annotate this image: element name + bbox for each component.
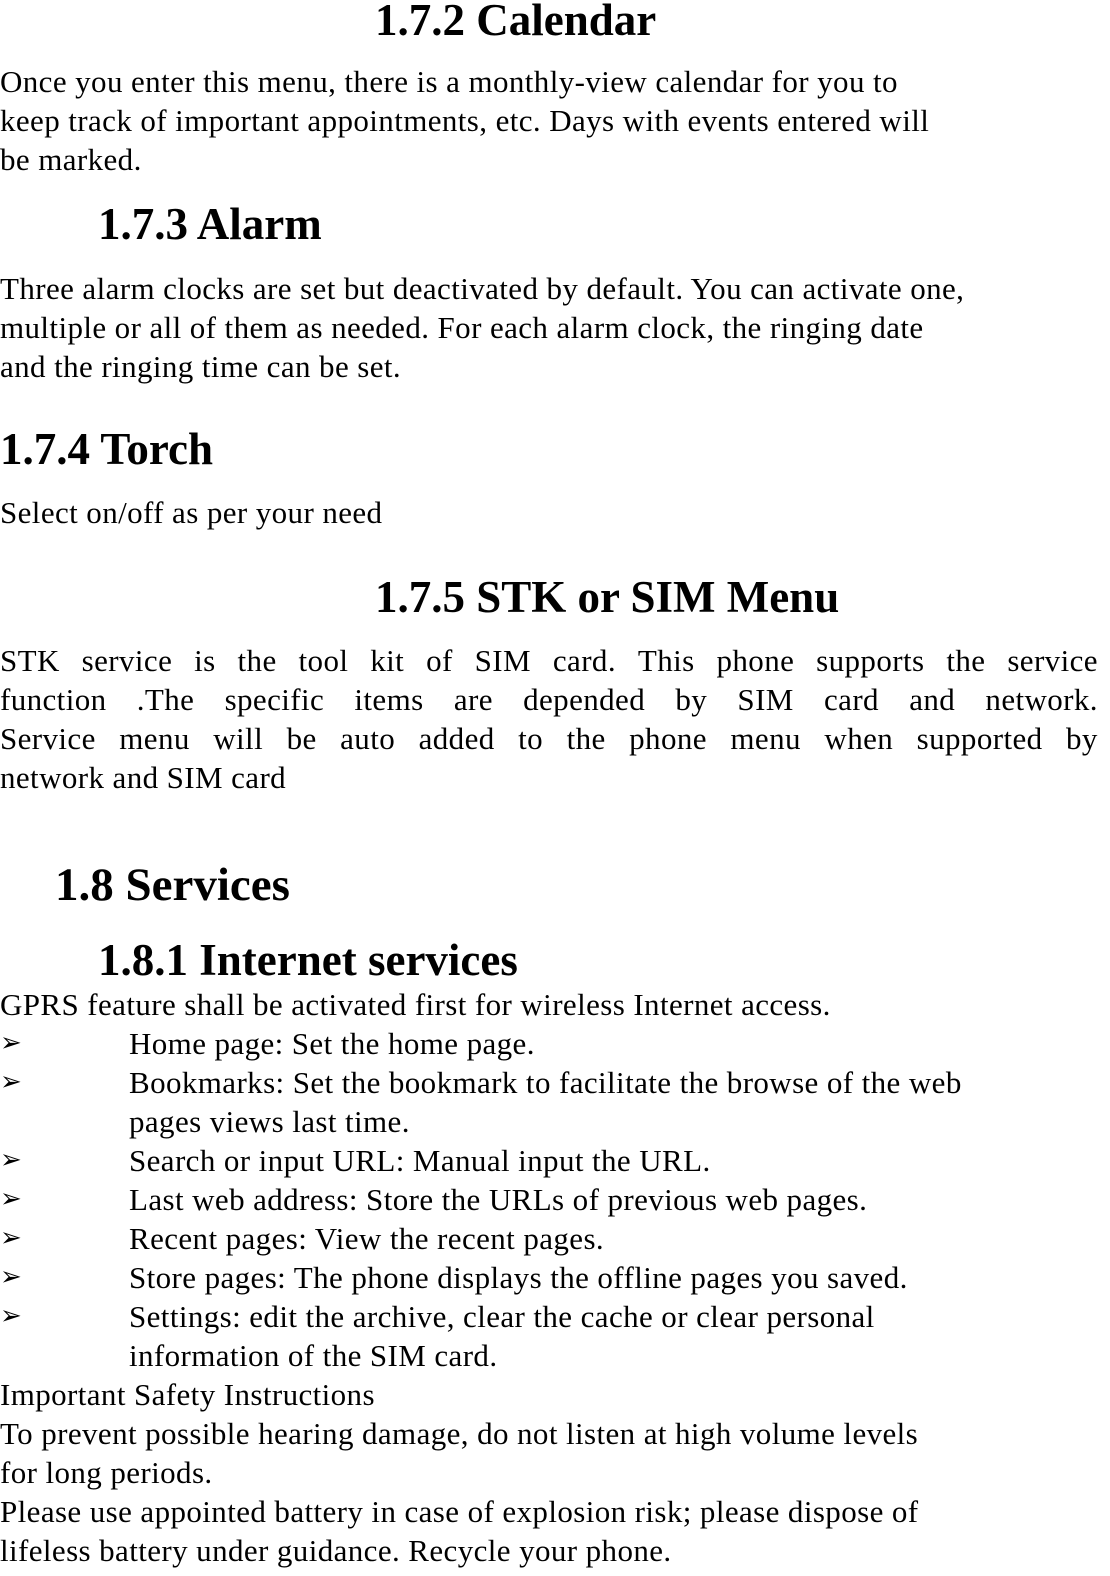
word: phone [716, 643, 795, 678]
text-line: lifeless battery under guidance. Recycle your phone. [0, 1533, 672, 1568]
list-item [0, 1141, 1100, 1180]
word: phone [629, 721, 707, 756]
text-line: Three alarm clocks are set but deactivated by default. You can activate one, [0, 271, 965, 306]
word: SIM [474, 643, 531, 678]
word: Service [0, 721, 96, 756]
word: by [675, 682, 708, 717]
word: added [418, 721, 495, 756]
list-item-text: Home page: Set the home page. [129, 1026, 535, 1061]
internet-intro [0, 985, 831, 1024]
text-line: be marked. [0, 142, 142, 177]
arrowhead-bullet-icon: ➢ [0, 1262, 23, 1292]
calendar-paragraph [0, 62, 929, 179]
torch-heading: 1.7.4 Torch [0, 424, 213, 474]
word: SIM [737, 682, 794, 717]
word: menu [119, 721, 190, 756]
word: supported [916, 721, 1043, 756]
list-item-text: Last web address: Store the URLs of previous web pages. [129, 1182, 868, 1217]
word: menu [730, 721, 801, 756]
text-line: for long periods. [0, 1455, 213, 1490]
internet-services-heading: 1.8.1 Internet services [98, 935, 518, 985]
list-item [0, 1180, 1100, 1219]
list-item [0, 1063, 1100, 1141]
text-line: Select on/off as per your need [0, 495, 383, 530]
justified-line [0, 641, 1098, 680]
word: auto [340, 721, 396, 756]
list-item [0, 1258, 1100, 1297]
justified-line [0, 680, 1098, 719]
word: card [824, 682, 879, 717]
word: items [354, 682, 424, 717]
list-item-text: pages views last time. [129, 1104, 410, 1139]
list-item [0, 1024, 1100, 1063]
torch-paragraph [0, 493, 382, 532]
text-line: GPRS feature shall be activated first for wireless Internet access. [0, 987, 831, 1022]
word: is [194, 643, 216, 678]
safety-paragraph [0, 1375, 919, 1570]
arrowhead-bullet-icon: ➢ [0, 1223, 23, 1253]
word: will [213, 721, 264, 756]
text-line: multiple or all of them as needed. For each alarm clock, the ringing date [0, 310, 924, 345]
word: service [1007, 643, 1098, 678]
arrowhead-bullet-icon: ➢ [0, 1145, 23, 1175]
word: by [1066, 721, 1098, 756]
word: This [637, 643, 695, 678]
list-item-text: Bookmarks: Set the bookmark to facilitate the browse of the web [129, 1065, 962, 1100]
word: specific [224, 682, 325, 717]
text-line: network and SIM card [0, 760, 287, 795]
word: of [426, 643, 453, 678]
word: STK [0, 643, 60, 678]
justified-line [0, 719, 1098, 758]
word: function [0, 682, 107, 717]
text-line: Once you enter this menu, there is a monthly-view calendar for you to [0, 64, 898, 99]
list-item-text: Settings: edit the archive, clear the cache or clear personal [129, 1299, 875, 1334]
safety-title: Important Safety Instructions [0, 1377, 375, 1412]
text-line: and the ringing time can be set. [0, 349, 402, 384]
list-item-text: information of the SIM card. [129, 1338, 498, 1373]
word: and [909, 682, 956, 717]
list-item-text: Store pages: The phone displays the offline pages you saved. [129, 1260, 908, 1295]
services-heading: 1.8 Services [55, 859, 290, 911]
internet-services-list [0, 1024, 1100, 1375]
list-item [0, 1297, 1100, 1375]
word: when [824, 721, 894, 756]
list-item-text: Recent pages: View the recent pages. [129, 1221, 605, 1256]
alarm-paragraph [0, 269, 964, 386]
word: tool [298, 643, 349, 678]
arrowhead-bullet-icon: ➢ [0, 1067, 23, 1097]
word: card. [552, 643, 616, 678]
arrowhead-bullet-icon: ➢ [0, 1184, 23, 1214]
word: supports [816, 643, 925, 678]
word: be [286, 721, 317, 756]
text-line: keep track of important appointments, etc. Days with events entered will [0, 103, 930, 138]
word: network. [985, 682, 1098, 717]
word: depended [523, 682, 646, 717]
word: the [237, 643, 277, 678]
word: .The [136, 682, 195, 717]
word: service [81, 643, 173, 678]
stk-paragraph [0, 641, 1098, 797]
word: are [453, 682, 493, 717]
arrowhead-bullet-icon: ➢ [0, 1028, 23, 1058]
list-item [0, 1219, 1100, 1258]
arrowhead-bullet-icon: ➢ [0, 1301, 23, 1331]
text-line: To prevent possible hearing damage, do not listen at high volume levels [0, 1416, 919, 1451]
list-item-text: Search or input URL: Manual input the URL. [129, 1143, 711, 1178]
alarm-heading: 1.7.3 Alarm [98, 199, 322, 249]
word: the [566, 721, 606, 756]
text-line: Please use appointed battery in case of explosion risk; please dispose of [0, 1494, 919, 1529]
word: to [518, 721, 544, 756]
word: kit [370, 643, 405, 678]
word: the [946, 643, 986, 678]
calendar-heading: 1.7.2 Calendar [375, 0, 657, 45]
stk-heading: 1.7.5 STK or SIM Menu [375, 572, 840, 622]
